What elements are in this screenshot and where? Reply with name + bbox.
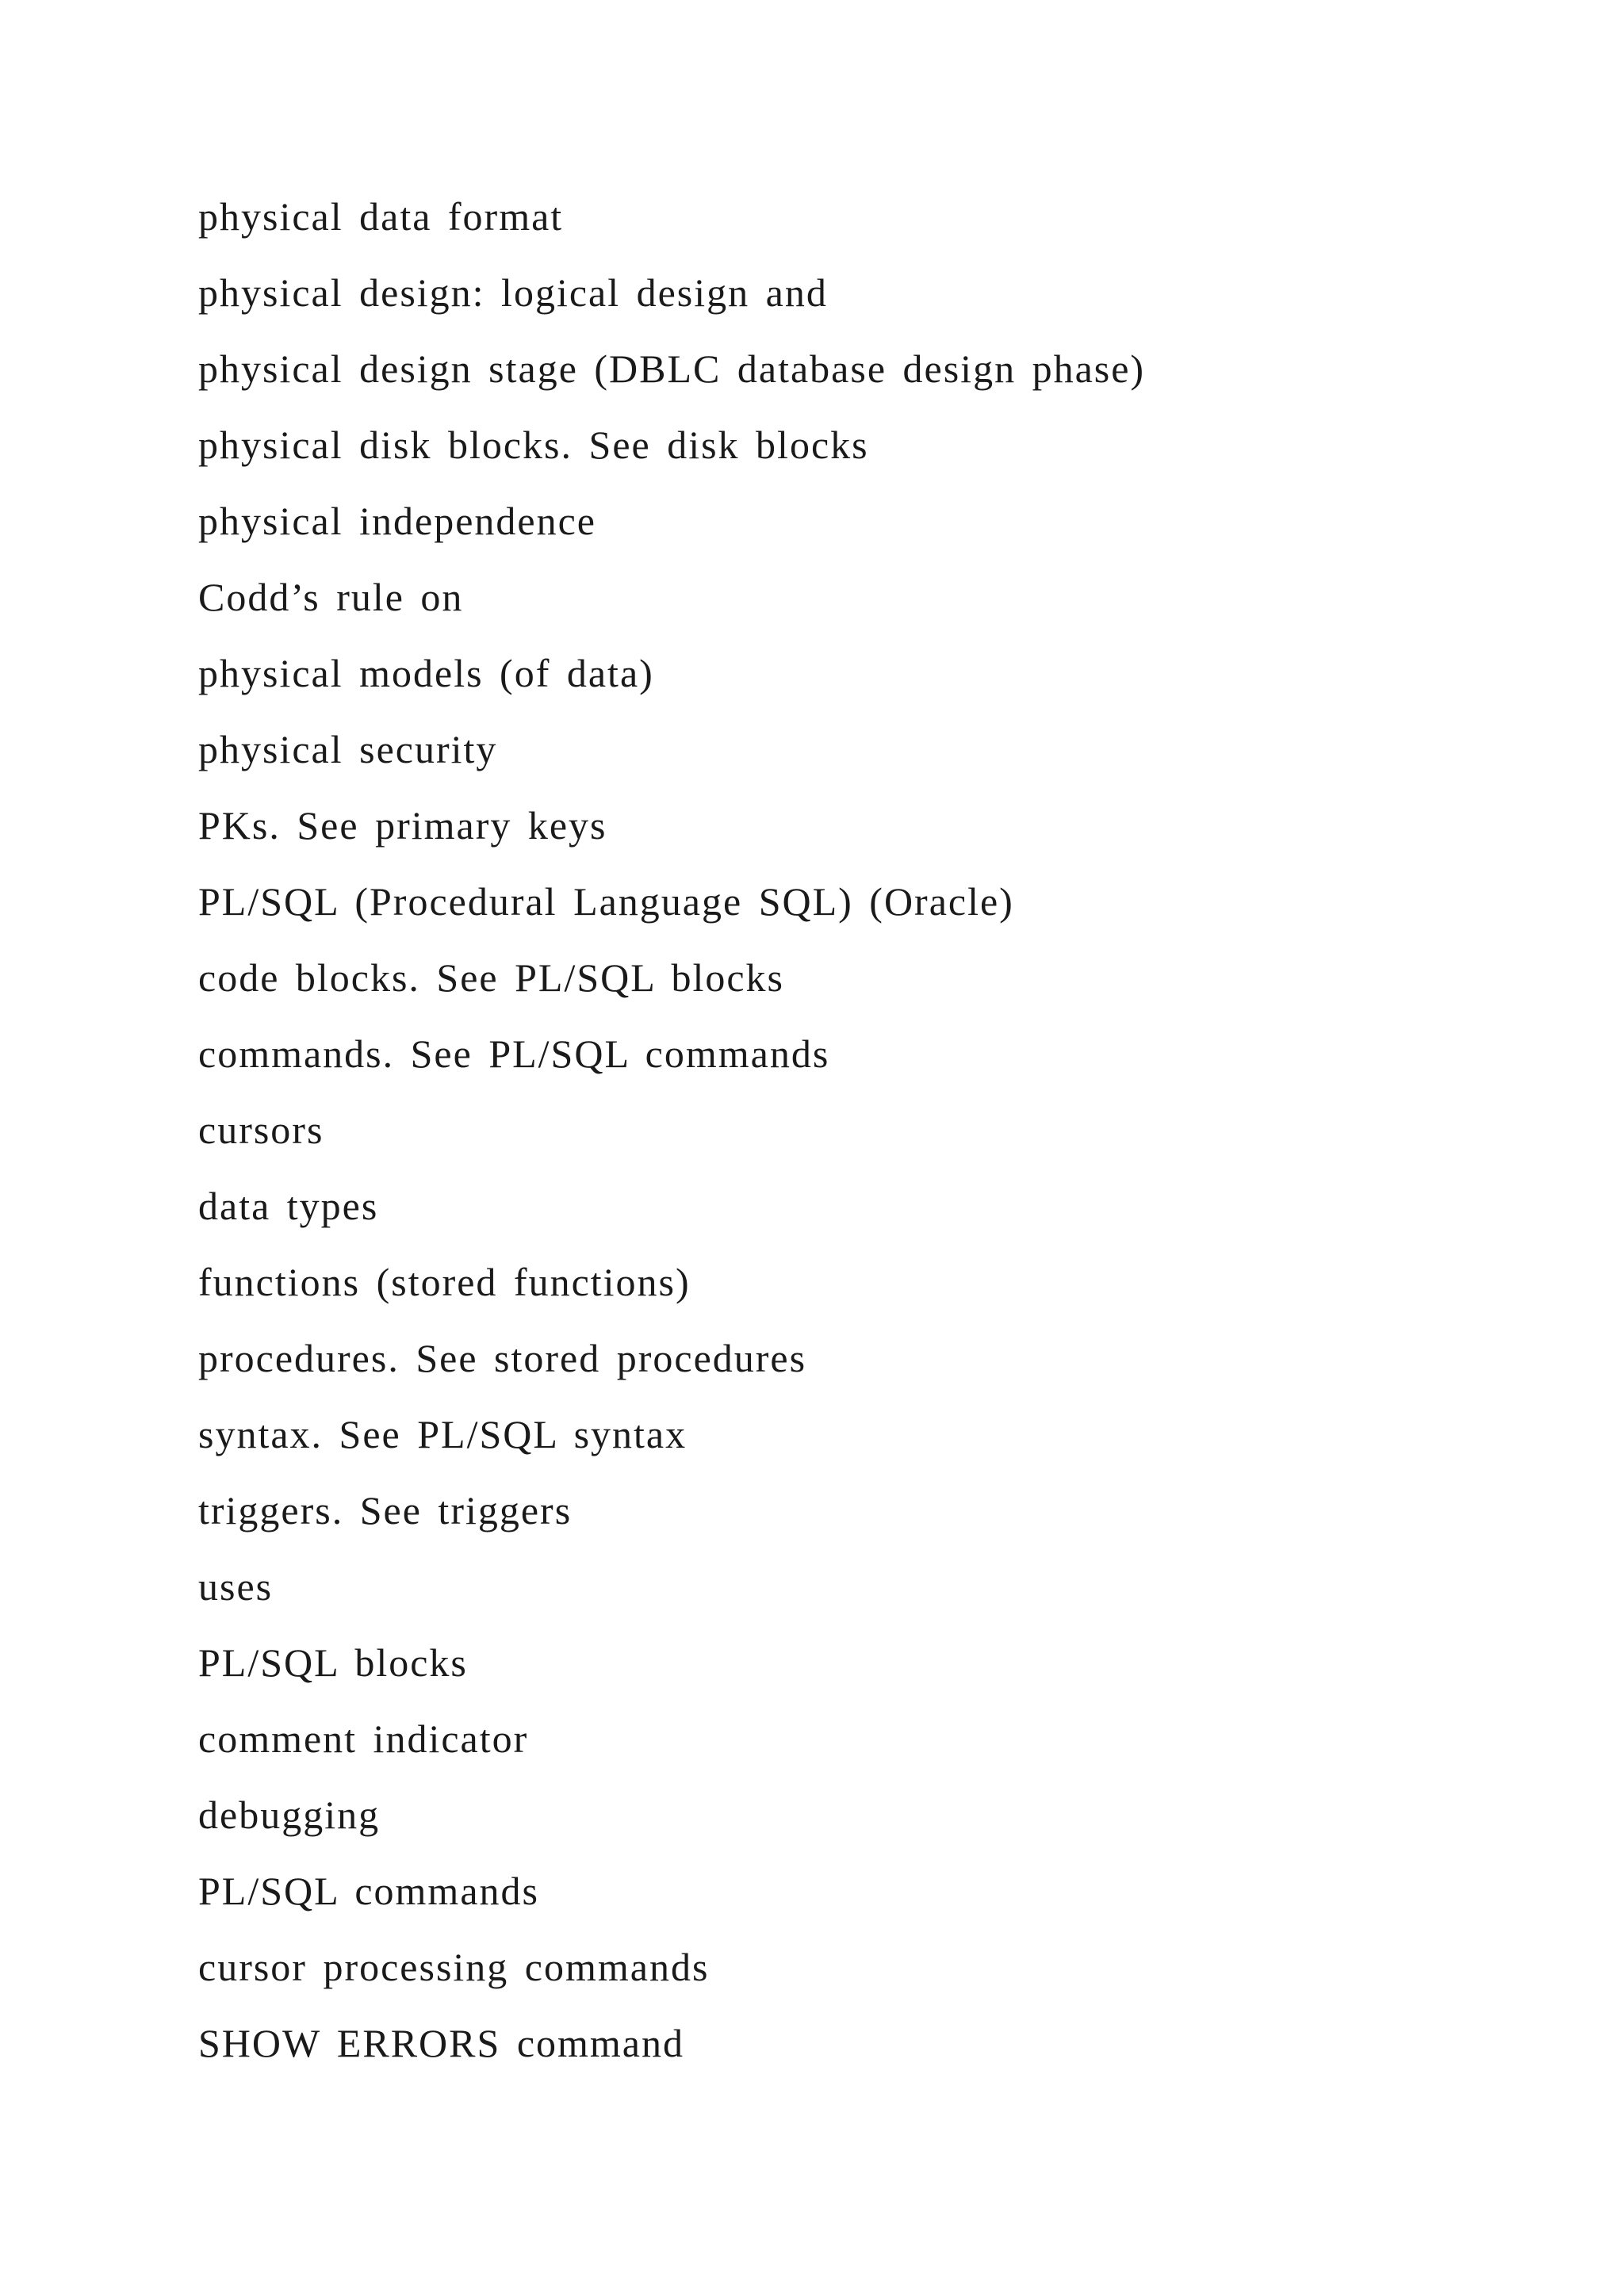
index-entry: cursors	[198, 1108, 324, 1152]
index-entry: commands. See PL/SQL commands	[198, 1031, 830, 1076]
index-entry: functions (stored functions)	[198, 1260, 691, 1304]
index-entry: physical design stage (DBLC database design phase)	[198, 346, 1146, 391]
index-entry: data types	[198, 1184, 379, 1228]
index-entry: code blocks. See PL/SQL blocks	[198, 955, 785, 1000]
index-entry: triggers. See triggers	[198, 1488, 573, 1533]
index-entry: Codd’s rule on	[198, 575, 464, 619]
index-entry: PL/SQL commands	[198, 1869, 539, 1913]
index-entry: uses	[198, 1564, 274, 1609]
index-entry: debugging	[198, 1793, 381, 1837]
index-entry: PL/SQL (Procedural Language SQL) (Oracle)	[198, 879, 1014, 924]
index-entry: physical disk blocks. See disk blocks	[198, 423, 869, 467]
index-entry: syntax. See PL/SQL syntax	[198, 1412, 688, 1456]
index-entry: procedures. See stored procedures	[198, 1336, 807, 1380]
index-entry: cursor processing commands	[198, 1945, 710, 1989]
index-entry: PKs. See primary keys	[198, 803, 607, 848]
index-entry: comment indicator	[198, 1716, 529, 1761]
index-entry-list	[198, 178, 1145, 2081]
index-entry: physical security	[198, 727, 498, 771]
index-entry: physical data format	[198, 194, 564, 239]
index-entry: SHOW ERRORS command	[198, 2021, 684, 2065]
index-entry: PL/SQL blocks	[198, 1640, 468, 1685]
index-entry: physical independence	[198, 499, 596, 543]
index-entry: physical design: logical design and	[198, 270, 828, 315]
index-entry: physical models (of data)	[198, 651, 654, 695]
